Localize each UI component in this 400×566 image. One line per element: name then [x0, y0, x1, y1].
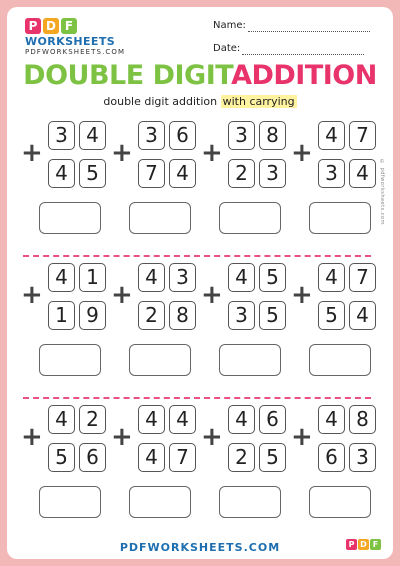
addition-problem: [107, 257, 197, 397]
addend-2-digit: 5: [48, 443, 75, 472]
addend-2-digit: 3: [228, 301, 255, 330]
addend-2-digit: 3: [259, 159, 286, 188]
problem-row: [17, 115, 377, 255]
answer-box[interactable]: [129, 344, 191, 376]
addend-2-digit: 5: [259, 443, 286, 472]
answer-box[interactable]: [309, 202, 371, 234]
addend-1-digit: 3: [169, 263, 196, 292]
date-field[interactable]: [213, 42, 370, 55]
logo-pdf-blocks: [25, 18, 125, 34]
answer-box[interactable]: [129, 202, 191, 234]
answer-box[interactable]: [219, 344, 281, 376]
addition-problem: [107, 115, 197, 255]
addend-2-digit: 8: [169, 301, 196, 330]
addend-2-digit: 3: [318, 159, 345, 188]
addend-1-digit: 6: [169, 121, 196, 150]
plus-sign: +: [21, 422, 43, 452]
plus-sign: +: [291, 138, 313, 168]
addend-1-digit: 4: [318, 121, 345, 150]
date-line[interactable]: [242, 44, 364, 55]
addition-problem: [287, 399, 377, 539]
answer-box[interactable]: [129, 486, 191, 518]
addend-1-digit: 4: [228, 263, 255, 292]
footer-url: PDFWORKSHEETS.COM: [119, 541, 281, 554]
addition-problem: [197, 399, 287, 539]
addition-problem: [107, 399, 197, 539]
answer-box[interactable]: [39, 344, 101, 376]
addend-2-digit: 9: [79, 301, 106, 330]
brand-logo: [25, 18, 125, 57]
problem-row: [17, 399, 377, 539]
addend-1-digit: 4: [169, 405, 196, 434]
logo-word: WORKSHEETS: [25, 35, 116, 48]
addend-2-digit: 1: [48, 301, 75, 330]
plus-sign: +: [201, 422, 223, 452]
page-title: [7, 60, 393, 92]
logo-letter: P: [25, 18, 41, 34]
name-field[interactable]: [213, 19, 370, 32]
addend-1-digit: 4: [318, 263, 345, 292]
addend-2-digit: 2: [138, 301, 165, 330]
addend-2-digit: 5: [79, 159, 106, 188]
addend-1-digit: 7: [349, 263, 376, 292]
footer-logo: [346, 539, 381, 550]
addend-1-digit: 4: [48, 405, 75, 434]
addend-1-digit: 4: [228, 405, 255, 434]
addition-problem: [17, 257, 107, 397]
date-label: Date:: [213, 43, 241, 54]
addend-1-digit: 8: [259, 121, 286, 150]
addend-1-digit: 6: [259, 405, 286, 434]
addend-1-digit: 4: [79, 121, 106, 150]
plus-sign: +: [111, 422, 133, 452]
plus-sign: +: [111, 138, 133, 168]
addend-1-digit: 3: [228, 121, 255, 150]
logo-letter: D: [43, 18, 59, 34]
name-line[interactable]: [248, 21, 370, 32]
subtitle-plain: double digit addition: [103, 95, 218, 108]
answer-box[interactable]: [39, 486, 101, 518]
addend-2-digit: 2: [228, 443, 255, 472]
title-part-1: DOUBLE DIGIT: [23, 60, 232, 91]
addend-1-digit: 8: [349, 405, 376, 434]
student-fields: [213, 19, 370, 65]
addition-problem: [197, 257, 287, 397]
answer-box[interactable]: [309, 344, 371, 376]
addend-1-digit: 3: [48, 121, 75, 150]
subtitle-highlight: with carrying: [222, 95, 295, 108]
name-label: Name:: [213, 20, 246, 31]
addition-problem: [287, 257, 377, 397]
answer-box[interactable]: [309, 486, 371, 518]
addition-problem: [287, 115, 377, 255]
addend-2-digit: 6: [79, 443, 106, 472]
page-subtitle: [7, 95, 393, 109]
footer-logo-letter: F: [370, 539, 381, 550]
addend-2-digit: 2: [228, 159, 255, 188]
problem-row: [17, 257, 377, 397]
logo-letter: F: [61, 18, 77, 34]
addend-2-digit: 4: [169, 159, 196, 188]
addend-2-digit: 7: [138, 159, 165, 188]
footer-logo-letter: P: [346, 539, 357, 550]
addition-problem: [17, 115, 107, 255]
addition-problem: [17, 399, 107, 539]
problems-grid: [17, 115, 377, 539]
worksheet-sheet: [7, 7, 393, 559]
plus-sign: +: [201, 280, 223, 310]
side-copyright: © pdfworksheets.com: [379, 159, 385, 225]
plus-sign: +: [201, 138, 223, 168]
footer-logo-letter: D: [358, 539, 369, 550]
addend-2-digit: 5: [259, 301, 286, 330]
plus-sign: +: [291, 280, 313, 310]
addend-2-digit: 4: [138, 443, 165, 472]
addition-problem: [197, 115, 287, 255]
logo-url: PDFWORKSHEETS.COM: [25, 48, 126, 56]
addend-2-digit: 4: [349, 159, 376, 188]
addend-1-digit: 1: [79, 263, 106, 292]
addend-2-digit: 4: [48, 159, 75, 188]
addend-2-digit: 5: [318, 301, 345, 330]
addend-2-digit: 7: [169, 443, 196, 472]
addend-1-digit: 3: [138, 121, 165, 150]
plus-sign: +: [21, 138, 43, 168]
plus-sign: +: [111, 280, 133, 310]
addend-1-digit: 2: [79, 405, 106, 434]
answer-box[interactable]: [219, 486, 281, 518]
answer-box[interactable]: [219, 202, 281, 234]
addend-1-digit: 5: [259, 263, 286, 292]
addend-2-digit: 4: [349, 301, 376, 330]
addend-1-digit: 4: [138, 405, 165, 434]
plus-sign: +: [21, 280, 43, 310]
addend-1-digit: 4: [138, 263, 165, 292]
plus-sign: +: [291, 422, 313, 452]
addend-1-digit: 7: [349, 121, 376, 150]
title-part-2: ADDITION: [231, 60, 377, 91]
addend-1-digit: 4: [48, 263, 75, 292]
addend-2-digit: 3: [349, 443, 376, 472]
addend-2-digit: 6: [318, 443, 345, 472]
answer-box[interactable]: [39, 202, 101, 234]
addend-1-digit: 4: [318, 405, 345, 434]
